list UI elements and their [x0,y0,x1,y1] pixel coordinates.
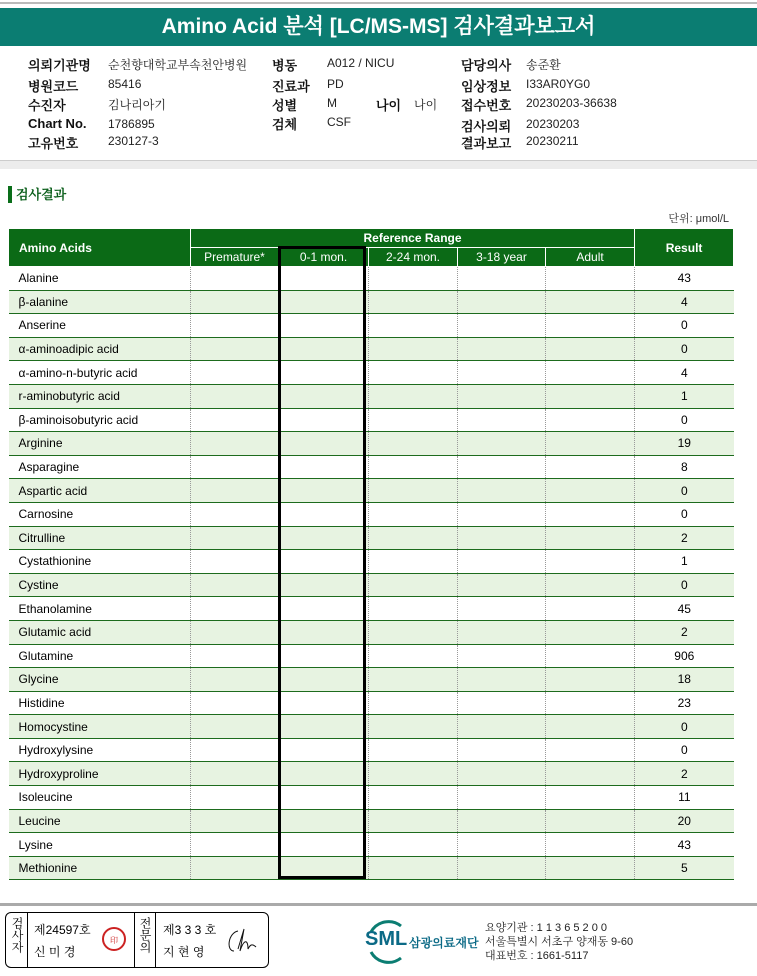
ref-range-0-1-mon [279,762,369,786]
ref-range-2-24-mon [369,691,458,715]
ref-range-2-24-mon [369,644,458,668]
header-3-18-year: 3-18 year [458,248,546,267]
ref-range-2-24-mon [369,762,458,786]
org-name: 삼광의료재단 [409,936,479,950]
ref-range-adult [546,502,635,526]
ref-range-premature [191,290,279,314]
result-value: 906 [635,644,734,668]
table-row [9,786,734,810]
table-row [9,432,734,456]
ref-range-2-24-mon [369,526,458,550]
amino-acid-name: r-aminobutyric acid [9,384,191,408]
ref-range-adult [546,267,635,291]
ref-range-3-18-year [458,856,546,880]
ref-range-0-1-mon [279,384,369,408]
ref-range-3-18-year [458,833,546,857]
ref-range-0-1-mon [279,361,369,385]
info-label: 접수번호 [461,98,512,113]
ref-range-3-18-year [458,384,546,408]
ref-range-3-18-year [458,455,546,479]
ref-range-0-1-mon [279,786,369,810]
table-row [9,550,734,574]
ref-range-2-24-mon [369,620,458,644]
table-row [9,314,734,338]
ref-range-0-1-mon [279,691,369,715]
info-label: 나이 [376,98,402,113]
amino-acid-name: Anserine [9,314,191,338]
amino-acid-name: Glutamic acid [9,620,191,644]
ref-range-premature [191,502,279,526]
info-label: 진료과 [272,79,310,94]
amino-acid-name: Lysine [9,833,191,857]
ref-range-2-24-mon [369,384,458,408]
result-value: 0 [635,408,734,432]
ref-range-premature [191,361,279,385]
amino-acid-name: Asparagine [9,455,191,479]
ref-range-adult [546,809,635,833]
ref-range-0-1-mon [279,337,369,361]
header-amino-acids: Amino Acids [9,229,191,267]
table-row [9,620,734,644]
doctor-license: 제3 3 3 호 [163,923,217,937]
ref-range-3-18-year [458,738,546,762]
ref-range-0-1-mon [279,455,369,479]
result-value: 18 [635,668,734,692]
ref-range-premature [191,550,279,574]
info-value: 85416 [108,77,142,91]
table-row [9,455,734,479]
ref-range-adult [546,738,635,762]
ref-range-0-1-mon [279,526,369,550]
ref-range-premature [191,408,279,432]
ref-range-3-18-year [458,597,546,621]
header-reference-range: Reference Range [191,229,635,248]
table-row [9,738,734,762]
info-value: PD [327,77,344,91]
amino-acid-name: Aspartic acid [9,479,191,503]
info-label: 병원코드 [28,79,79,94]
amino-acid-name: Hydroxyproline [9,762,191,786]
ref-range-adult [546,361,635,385]
ref-range-3-18-year [458,668,546,692]
ref-range-premature [191,809,279,833]
ref-range-3-18-year [458,809,546,833]
table-row [9,856,734,880]
result-value: 11 [635,786,734,810]
ref-range-premature [191,786,279,810]
header-0-1-mon: 0-1 mon. [279,248,369,267]
info-value: CSF [327,115,351,129]
ref-range-3-18-year [458,290,546,314]
result-value: 20 [635,809,734,833]
ref-range-premature [191,479,279,503]
ref-range-0-1-mon [279,833,369,857]
ref-range-2-24-mon [369,809,458,833]
amino-acid-name: Homocystine [9,715,191,739]
header-2-24-mon: 2-24 mon. [369,248,458,267]
amino-acid-name: Alanine [9,267,191,291]
ref-range-3-18-year [458,620,546,644]
doctor-name: 지 현 영 [163,945,205,959]
info-label: 임상정보 [461,79,512,94]
info-value: 송준환 [526,58,561,72]
ref-range-premature [191,738,279,762]
table-row [9,502,734,526]
result-value: 0 [635,314,734,338]
ref-range-premature [191,314,279,338]
ref-range-0-1-mon [279,644,369,668]
ref-range-premature [191,573,279,597]
ref-range-premature [191,856,279,880]
ref-range-2-24-mon [369,502,458,526]
ref-range-3-18-year [458,550,546,574]
ref-range-premature [191,833,279,857]
info-label: 담당의사 [461,58,512,73]
ref-range-0-1-mon [279,668,369,692]
info-label: 성별 [272,98,298,113]
result-value: 5 [635,856,734,880]
amino-acid-name: Methionine [9,856,191,880]
ref-range-2-24-mon [369,833,458,857]
result-value: 8 [635,455,734,479]
result-value: 1 [635,550,734,574]
address-line: 요양기관 : 1 1 3 6 5 2 0 0 [485,922,608,934]
ref-range-3-18-year [458,573,546,597]
amino-acid-name: Leucine [9,809,191,833]
ref-range-2-24-mon [369,290,458,314]
result-value: 0 [635,738,734,762]
ref-range-3-18-year [458,786,546,810]
ref-range-adult [546,833,635,857]
info-value: 1786895 [108,117,155,131]
info-value: 20230203 [526,117,580,131]
result-value: 2 [635,762,734,786]
ref-range-adult [546,856,635,880]
ref-range-adult [546,337,635,361]
info-value: 20230211 [526,134,579,148]
result-value: 43 [635,267,734,291]
ref-range-premature [191,337,279,361]
ref-range-premature [191,267,279,291]
ref-range-2-24-mon [369,597,458,621]
ref-range-0-1-mon [279,314,369,338]
info-label: 병동 [272,58,298,73]
ref-range-2-24-mon [369,856,458,880]
unit-label: 단위: μmol/L [668,213,729,225]
ref-range-adult [546,573,635,597]
tester-license: 제24597호 [34,923,91,937]
divider [155,913,156,967]
table-row [9,479,734,503]
table-row [9,809,734,833]
info-value: 나이 [414,98,438,112]
table-row [9,573,734,597]
amino-acid-name: α-amino-n-butyric acid [9,361,191,385]
info-value: M [327,96,337,110]
address-line: 대표번호 : 1661-5117 [485,950,589,962]
ref-range-premature [191,762,279,786]
tester-name: 신 미 경 [34,945,76,959]
ref-range-adult [546,691,635,715]
ref-range-3-18-year [458,479,546,503]
ref-range-premature [191,644,279,668]
ref-range-adult [546,644,635,668]
ref-range-premature [191,668,279,692]
info-value: 20230203-36638 [526,96,617,110]
result-value: 0 [635,502,734,526]
result-value: 2 [635,620,734,644]
signature-box [5,912,269,968]
ref-range-3-18-year [458,715,546,739]
ref-range-3-18-year [458,502,546,526]
ref-range-2-24-mon [369,314,458,338]
table-row [9,691,734,715]
result-value: 1 [635,384,734,408]
ref-range-0-1-mon [279,856,369,880]
info-label: 결과보고 [461,136,512,151]
section-title: 검사결과 [8,186,66,203]
ref-range-adult [546,408,635,432]
info-label: 검체 [272,117,298,132]
header-premature: Premature* [191,248,279,267]
table-row [9,267,734,291]
table-row [9,644,734,668]
table-row [9,526,734,550]
header-adult: Adult [546,248,635,267]
signature-icon [224,927,260,955]
ref-range-3-18-year [458,691,546,715]
ref-range-adult [546,455,635,479]
ref-range-2-24-mon [369,573,458,597]
result-value: 4 [635,361,734,385]
ref-range-2-24-mon [369,455,458,479]
footer-divider [0,903,757,906]
result-value: 45 [635,597,734,621]
amino-acid-name: Ethanolamine [9,597,191,621]
address-line: 서울특별시 서초구 양재동 9-60 [485,936,634,948]
ref-range-3-18-year [458,432,546,456]
ref-range-3-18-year [458,267,546,291]
amino-acid-name: Arginine [9,432,191,456]
header-result: Result [635,229,734,267]
result-value: 23 [635,691,734,715]
ref-range-2-24-mon [369,408,458,432]
doctor-label: 전문의 [138,917,152,953]
result-value: 0 [635,715,734,739]
result-value: 0 [635,573,734,597]
info-value: 순천향대학교부속천안병원 [108,58,248,72]
table-row [9,408,734,432]
table-row [9,384,734,408]
amino-acid-name: Glutamine [9,644,191,668]
amino-acid-name: Histidine [9,691,191,715]
patient-info [0,55,757,155]
ref-range-2-24-mon [369,550,458,574]
ref-range-0-1-mon [279,550,369,574]
ref-range-adult [546,668,635,692]
result-value: 4 [635,290,734,314]
info-label: Chart No. [28,116,87,131]
ref-range-3-18-year [458,314,546,338]
ref-range-premature [191,384,279,408]
amino-acid-name: Cystine [9,573,191,597]
amino-acid-name: Carnosine [9,502,191,526]
table-row [9,668,734,692]
ref-range-0-1-mon [279,573,369,597]
amino-acid-name: β-alanine [9,290,191,314]
ref-range-2-24-mon [369,337,458,361]
report-title: Amino Acid 분석 [LC/MS-MS] 검사결과보고서 [0,8,757,46]
ref-range-adult [546,314,635,338]
ref-range-0-1-mon [279,620,369,644]
amino-acid-name: Glycine [9,668,191,692]
ref-range-2-24-mon [369,786,458,810]
ref-range-3-18-year [458,762,546,786]
amino-acid-name: α-aminoadipic acid [9,337,191,361]
table-row [9,361,734,385]
ref-range-3-18-year [458,644,546,668]
table-row [9,715,734,739]
ref-range-adult [546,526,635,550]
ref-range-2-24-mon [369,361,458,385]
result-value: 19 [635,432,734,456]
ref-range-premature [191,526,279,550]
ref-range-3-18-year [458,337,546,361]
top-divider [0,2,757,4]
tester-label: 검사자 [10,917,24,953]
table-row [9,337,734,361]
ref-range-adult [546,762,635,786]
ref-range-0-1-mon [279,809,369,833]
ref-range-3-18-year [458,408,546,432]
ref-range-adult [546,432,635,456]
section-divider [0,160,757,169]
result-value: 43 [635,833,734,857]
ref-range-premature [191,715,279,739]
divider [27,913,28,967]
result-value: 2 [635,526,734,550]
ref-range-adult [546,290,635,314]
ref-range-0-1-mon [279,479,369,503]
ref-range-0-1-mon [279,432,369,456]
ref-range-0-1-mon [279,738,369,762]
results-table [8,228,734,880]
ref-range-adult [546,550,635,574]
ref-range-2-24-mon [369,267,458,291]
ref-range-premature [191,597,279,621]
ref-range-2-24-mon [369,738,458,762]
seal-stamp: 印 [102,927,126,951]
ref-range-adult [546,715,635,739]
ref-range-2-24-mon [369,432,458,456]
ref-range-2-24-mon [369,479,458,503]
ref-range-adult [546,786,635,810]
result-value: 0 [635,337,734,361]
table-row [9,762,734,786]
ref-range-premature [191,691,279,715]
amino-acid-name: Cystathionine [9,550,191,574]
ref-range-3-18-year [458,526,546,550]
table-row [9,290,734,314]
amino-acid-name: Citrulline [9,526,191,550]
ref-range-adult [546,620,635,644]
ref-range-premature [191,432,279,456]
ref-range-0-1-mon [279,502,369,526]
ref-range-0-1-mon [279,267,369,291]
info-label: 수진자 [28,98,66,113]
ref-range-premature [191,455,279,479]
amino-acid-name: Hydroxylysine [9,738,191,762]
amino-acid-name: β-aminoisobutyric acid [9,408,191,432]
org-address [485,921,633,963]
amino-acid-name: Isoleucine [9,786,191,810]
ref-range-3-18-year [458,361,546,385]
ref-range-2-24-mon [369,715,458,739]
info-value: 김나리아기 [108,98,166,112]
ref-range-0-1-mon [279,715,369,739]
ref-range-0-1-mon [279,290,369,314]
ref-range-premature [191,620,279,644]
table-row [9,597,734,621]
ref-range-adult [546,384,635,408]
info-label: 검사의뢰 [461,119,512,134]
info-value: 230127-3 [108,134,159,148]
result-value: 0 [635,479,734,503]
info-value: I33AR0YG0 [526,77,591,91]
ref-range-2-24-mon [369,668,458,692]
divider [134,913,135,967]
ref-range-0-1-mon [279,408,369,432]
ref-range-adult [546,479,635,503]
info-value: A012 / NICU [327,56,395,70]
ref-range-0-1-mon [279,597,369,621]
table-row [9,833,734,857]
ref-range-adult [546,597,635,621]
logo-text: SML [365,928,408,950]
info-label: 고유번호 [28,136,79,151]
info-label: 의뢰기관명 [28,58,91,73]
